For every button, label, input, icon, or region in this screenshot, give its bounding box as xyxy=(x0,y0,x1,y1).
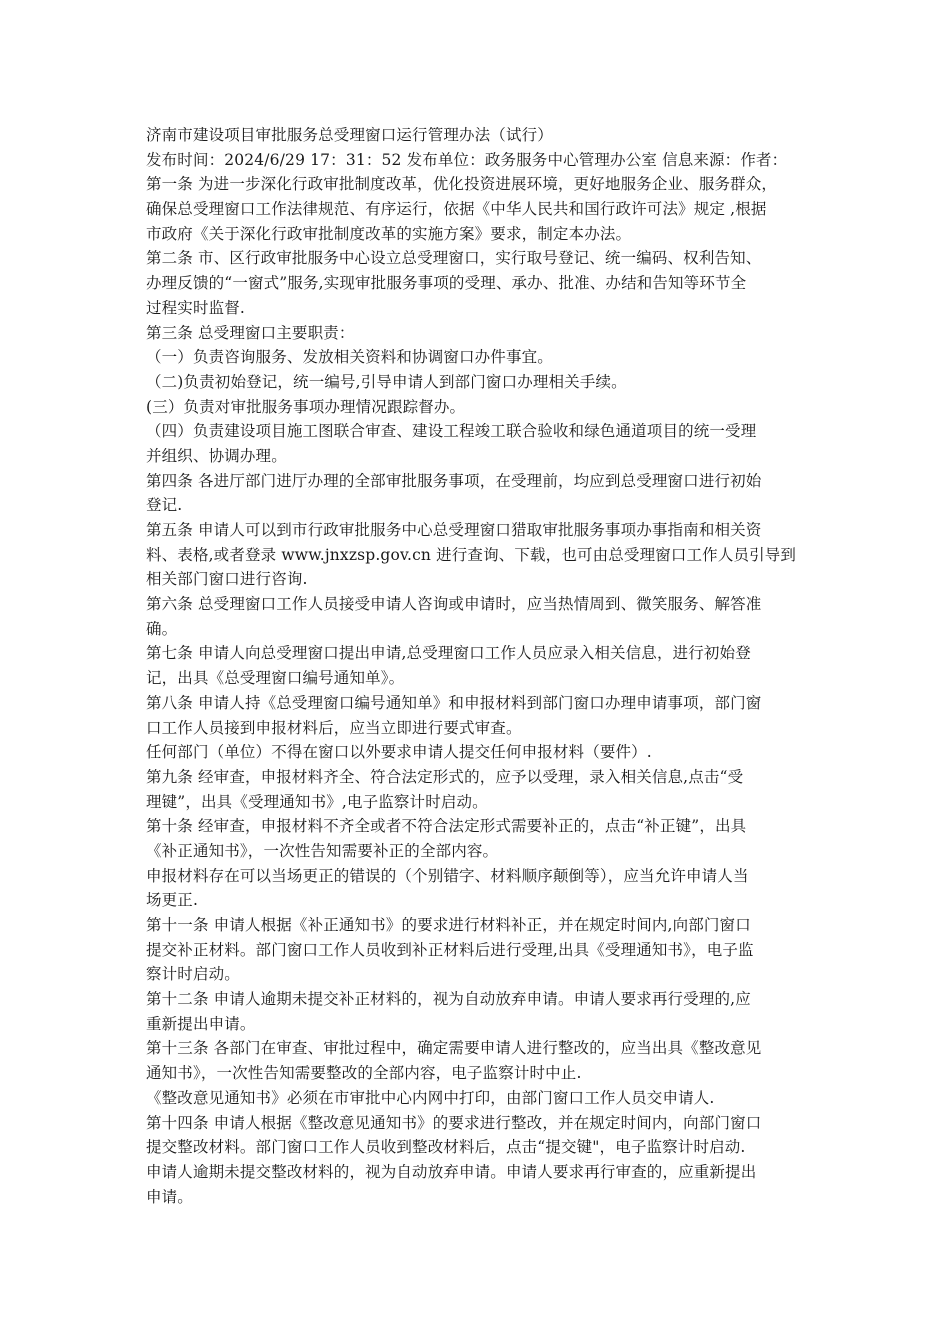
text-line: 第四条 各进厅部门进厅办理的全部审批服务事项，在受理前，均应到总受理窗口进行初始 xyxy=(146,471,762,490)
text-line: 第一条 为进一步深化行政审批制度改革，优化投资进展环境，更好地服务企业、服务群众， xyxy=(146,175,778,194)
text-line: 第八条 申请人持《总受理窗口编号通知单》和申报材料到部门窗口办理申请事项，部门窗 xyxy=(146,693,762,712)
publish-info-line: 发布时间：2024/6/29 17：31：52 发布单位：政务服务中心管理办公室 信息来源：作者： xyxy=(146,150,788,169)
text-line: 第十三条 各部门在审查、审批过程中，确定需要申请人进行整改的，应当出具《整改意见 xyxy=(146,1039,762,1058)
text-line: 察计时启动。 xyxy=(146,965,240,984)
text-line: 过程实时监督. xyxy=(146,298,245,317)
text-line: （一）负责咨询服务、发放相关资料和协调窗口办件事宜。 xyxy=(146,348,553,367)
document-body xyxy=(146,123,814,1209)
text-line: 口工作人员接到申报材料后，应当立即进行要式审查。 xyxy=(146,718,522,737)
text-line: 市政府《关于深化行政审批制度改革的实施方案》要求，制定本办法。 xyxy=(146,224,632,243)
text-line: 第二条 市、区行政审批服务中心设立总受理窗口，实行取号登记、统一编码、权利告知、 xyxy=(146,249,762,268)
text-line: 申请人逾期未提交整改材料的，视为自动放弃申请。申请人要求再行审查的，应重新提出 xyxy=(146,1162,757,1181)
text-line: 《补正通知书》，一次性告知需要补正的全部内容。 xyxy=(146,841,499,860)
text-line: 并组织、协调办理。 xyxy=(146,446,287,465)
text-line: 第七条 申请人向总受理窗口提出申请,总受理窗口工作人员应录入相关信息，进行初始登 xyxy=(146,644,751,663)
text-line: 第十二条 申请人逾期未提交补正材料的，视为自动放弃申请。申请人要求再行受理的,应 xyxy=(146,990,751,1009)
text-line: 料、表格,或者登录 www.jnxzsp.gov.cn 进行查询、下载，也可由总受理窗口工作人员引导到 xyxy=(146,545,797,564)
text-line: （二)负责初始登记，统一编号,引导申请人到部门窗口办理相关手续。 xyxy=(146,372,627,391)
text-line: 通知书》，一次性告知需要整改的全部内容，电子监察计时中止. xyxy=(146,1064,582,1083)
text-line: 第五条 申请人可以到市行政审批服务中心总受理窗口猎取审批服务事项办事指南和相关资 xyxy=(146,521,762,539)
text-line: 第十四条 申请人根据《整改意见通知书》的要求进行整改，并在规定时间内，向部门窗口 xyxy=(146,1113,762,1132)
text-line: 办理反馈的“一窗式”服务,实现审批服务事项的受理、承办、批准、办结和告知等环节全 xyxy=(146,274,747,293)
text-line: 确保总受理窗口工作法律规范、有序运行，依据《中华人民共和国行政许可法》规定 ,根据 xyxy=(146,200,767,219)
text-line: 第十条 经审查，申报材料不齐全或者不符合法定形式需要补正的，点击“补正键”，出具 xyxy=(146,817,747,836)
text-line: 申报材料存在可以当场更正的错误的（个别错字、材料顺序颠倒等），应当允许申请人当 xyxy=(146,866,749,885)
text-line: 第三条 总受理窗口主要职责： xyxy=(146,323,355,342)
text-line: (三）负责对审批服务事项办理情况跟踪督办。 xyxy=(146,397,466,416)
text-line: 记，出具《总受理窗口编号通知单》。 xyxy=(146,669,405,688)
document-title: 济南市建设项目审批服务总受理窗口运行管理办法（试行） xyxy=(146,126,553,144)
text-line: 第十一条 申请人根据《补正通知书》的要求进行材料补正，并在规定时间内,向部门窗口 xyxy=(146,916,751,934)
text-line: 提交补正材料。部门窗口工作人员收到补正材料后进行受理,出具《受理通知书》，电子监 xyxy=(146,940,754,959)
text-line: 《整改意见通知书》必须在市审批中心内网中打印，由部门窗口工作人员交申请人. xyxy=(146,1088,715,1107)
text-line: 确。 xyxy=(146,619,178,638)
text-line: （四）负责建设项目施工图联合审查、建设工程竣工联合验收和绿色通道项目的统一受理 xyxy=(146,422,757,441)
text-line: 第九条 经审查，申报材料齐全、符合法定形式的，应予以受理，录入相关信息,点击“受 xyxy=(146,767,744,786)
text-line: 相关部门窗口进行咨询. xyxy=(146,570,308,589)
text-line: 理键”，出具《受理通知书》,电子监察计时启动。 xyxy=(146,792,488,811)
text-line: 任何部门（单位）不得在窗口以外要求申请人提交任何申报材料（要件）. xyxy=(146,743,652,762)
text-line: 场更正. xyxy=(146,891,199,910)
text-line: 第六条 总受理窗口工作人员接受申请人咨询或申请时，应当热情周到、微笑服务、解答准 xyxy=(146,595,762,614)
text-line: 登记. xyxy=(146,496,183,515)
text-line: 提交整改材料。部门窗口工作人员收到整改材料后，点击“提交键"，电子监察计时启动. xyxy=(146,1138,746,1157)
text-line: 重新提出申请。 xyxy=(146,1014,256,1033)
text-line: 申请。 xyxy=(146,1187,193,1206)
